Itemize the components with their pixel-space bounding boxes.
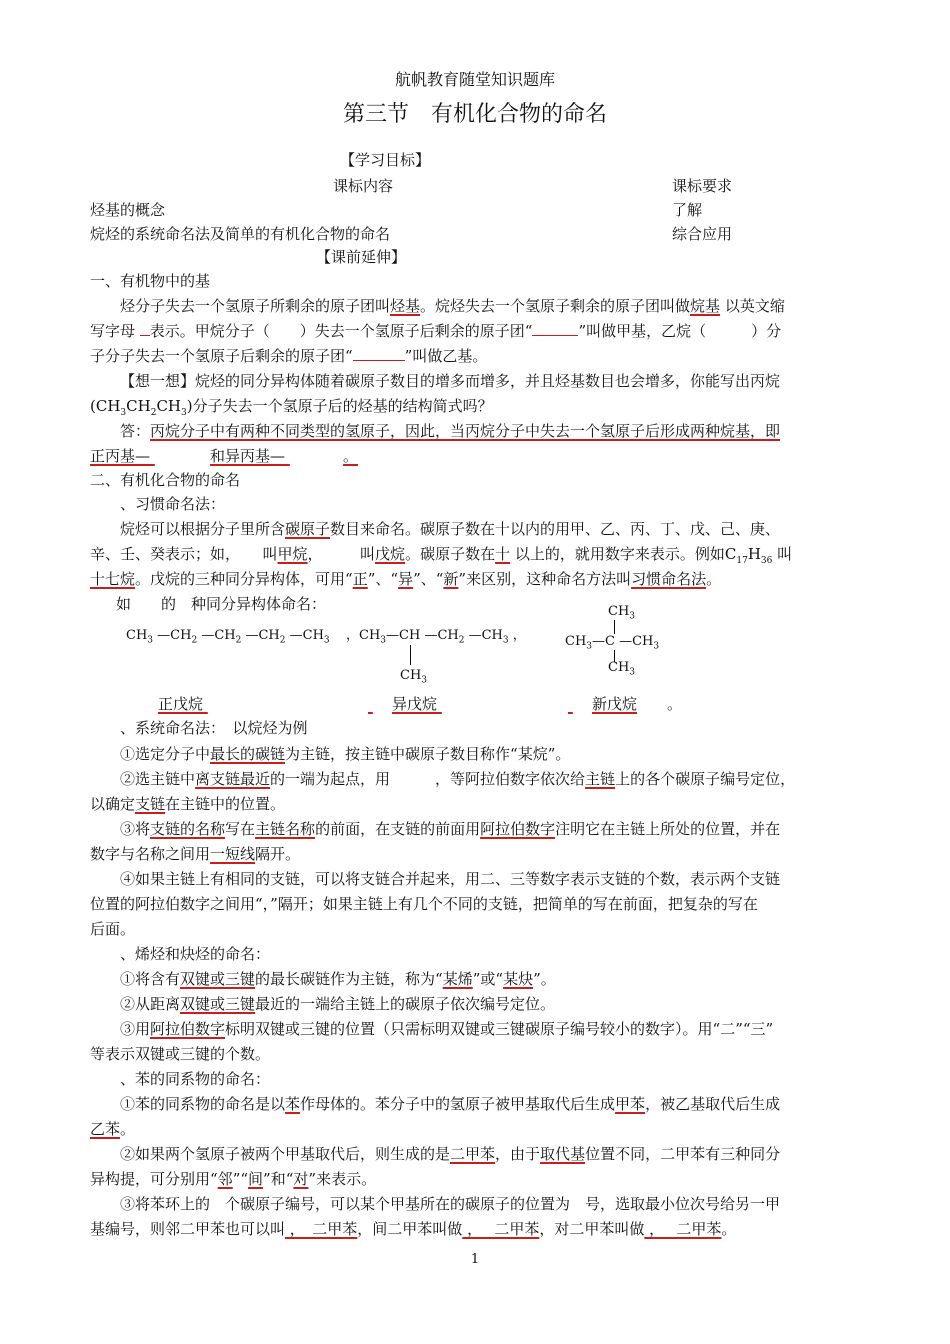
rule-line: ①将含有双键或三键的最长碳链作为主链，称为“某烯”或“某炔”。 (120, 970, 556, 988)
objectives-heading: 【学习目标】 (340, 151, 431, 169)
rule-line: ②选主链中离支链最近的一端为起点，用 ，等阿拉伯数字依次给主链上的各个碳原子编号定位， (120, 770, 796, 788)
answer-line: 正丙基— 和异丙基— 。 (90, 447, 359, 465)
paragraph-line: 烷烃可以根据分子里所含碳原子数目来命名。碳原子数在十以内的用甲、乙、丙、丁、戊、己、庚、 (120, 520, 781, 538)
publisher-header: 航帆教育随堂知识题库 (394, 70, 555, 89)
think-line: $(CH_3CH_2CH_3)$分子失去一个氢原子后的烃基的结构简式吗？ (90, 397, 493, 418)
paragraph-line: 写字母 表示。甲烷分子（ ）失去一个氢原子后剩余的原子团“ ”叫做甲基，乙烷（ ）分 (90, 322, 782, 340)
rule-line: ②从距离双键或三键最近的一端给主链上的碳原子依次编号定位。 (120, 995, 556, 1013)
objectives-col-require: 课标要求 (672, 177, 733, 195)
objective-row-content: 烷烃的系统命名法及简单的有机化合物的命名 (90, 225, 391, 243)
rule-line: ④如果主链上有相同的支链，可以将支链合并起来，用二、三等数字表示支链的个数，表示两个支链 (120, 870, 781, 888)
isomer-intro: 如 的 种同分异构体命名： (116, 595, 327, 613)
think-line: 【想一想】烷烃的同分异构体随着碳原子数目的增多而增多，并且烃基数目也会增多，你能写出丙烷 (120, 372, 781, 390)
isomer-name: 异戊烷 (392, 695, 438, 713)
rule-line: ①选定分子中最长的碳链为主链，按主链中碳原子数目称作“某烷”。 (120, 745, 571, 763)
rule-line: 等表示双键或三键的个数。 (90, 1045, 271, 1063)
subsection-heading: 、系统命名法： 以烷烃为例 (120, 719, 308, 737)
section1-heading: 一、有机物中的基 (90, 272, 211, 290)
heptadecane-formula: $C_{17}H_{36}$ (724, 545, 773, 566)
preview-heading: 【课前延伸】 (316, 248, 407, 266)
rule-line: ③将苯环上的 个碳原子编号，可以某个甲基所在的碳原子的位置为 号，选取最小位次号给另一甲 (120, 1195, 781, 1213)
rule-line: ②如果两个氢原子被两个甲基取代后，则生成的是二甲苯，由于取代基位置不同，二甲苯有三种同分 (120, 1145, 781, 1163)
subsection-heading: 、烯烃和炔烃的命名： (120, 945, 271, 963)
rule-line: 位置的阿拉伯数字之间用“，”隔开；如果主链上有几个不同的支链，把简单的写在前面，把复杂的写在 (90, 895, 758, 913)
rule-line: ③将支链的名称写在主链名称的前面，在支链的前面用阿拉伯数字注明它在主链上所处的位置，并在 (120, 820, 781, 838)
paragraph-line: 十七烷。戊烷的三种同分异构体，可用“正”、“异”、“新”来区别，这种命名方法叫习惯命名法。 (90, 570, 722, 588)
subsection-heading: 、苯的同系物的命名： (120, 1070, 271, 1088)
objective-row-require: 综合应用 (672, 225, 733, 243)
answer-line: 答：丙烷分子中有两种不同类型的氢原子，因此，当丙烷分子中失去一个氢原子后形成两种烷基，即 (120, 422, 781, 440)
rule-line: ③用阿拉伯数字标明双键或三键的位置（只需标明双键或三键碳原子编号较小的数字）。用“二”“三” (120, 1020, 774, 1038)
section2-heading: 二、有机化合物的命名 (90, 471, 241, 489)
page-number: 1 (470, 1252, 480, 1267)
propane-formula: $(CH_3CH_2CH_3)$ (90, 397, 193, 418)
document-page: 航帆教育随堂知识题库 第三节 有机化合物的命名 【学习目标】 课标内容 课标要求 烃基的概念 了解 烷烃的系统命名法及简单的有机化合物的命名 综合应用 【课前延伸】 一、有机物中的基 烃分子失去一个氢原子所剩余的原子团叫烃基。烷烃失去一个氢原子剩余的原子团叫做烷基 以英文缩 写字母 表示。甲烷分子（ ）失去一个氢原子后剩余的原子团“ ”叫做甲基，乙烷（ ）分 子分子失去一个氢原子后剩余的原子团“ ”叫做乙基。 【想一想】烷烃的同分异构体随着碳原子数目的增多而增多，并且烃基数目也会增多，你能写出丙烷 $(CH_3CH_2CH_3)$分子失去一个氢原子后的烃基的结构简式吗？ 答：丙烷分子中有两种不同类型的氢原子，因此，当丙烷分子中失去一个氢原子后形成两种烷基，即 正丙基— 和异丙基— 。 二、有机化合物的命名 、习惯命名法： 烷烃可以根据分子里所含碳原子数目来命名。碳原子数在十以内的用甲、乙、丙、丁、戊、己、庚、 辛、壬、癸表示；如， 叫甲烷， 叫戊烷。碳原子数在十 以上的，就用数字来表示。例如$C_{17}H_{36}$ 叫 十七烷。戊烷的三种同分异构体，可用“正”、“异”、“新”来区别，这种命名方法叫习惯命名法。 如 的 种同分异构体命名： $CH_3$ $—CH_2$ $—CH_2$ $—CH_2$ $—CH_3$ ，$CH_3—CH$ $—CH_2$ $—CH_3$ ， $CH_3$ $CH_3$ $CH_3—C$ $—CH_3$ $CH_3$ 正戊烷 异戊烷 新戊烷 。 、系统命名法： 以烷烃为例 ①选定分子中最长的碳链为主链，按主链中碳原子数目称作“某烷”。 ②选主链中离支链最近的一端为起点，用 ，等阿拉伯数字依次给主链上的各个碳原子编号定位， 以确定支链在主链中的位置。 ③将支链的名称写在主链名称的前面，在支链的前面用阿拉伯数字注明它在主链上所处的位置，并在 数字与名称之间用一短线隔开。 ④如果主链上有相同的支链，可以将支链合并起来，用二、三等数字表示支链的个数，表示两个支链 位置的阿拉伯数字之间用“，”隔开；如果主链上有几个不同的支链，把简单的写在前面，把复杂的写在 后面。 、烯烃和炔烃的命名： ①将含有双键或三键的最长碳链作为主链，称为“某烯”或“某炔”。 ②从距离双键或三键最近的一端给主链上的碳原子依次编号定位。 ③用阿拉伯数字标明双键或三键的位置（只需标明双键或三键碳原子编号较小的数字）。用“二”“三” 等表示双键或三键的个数。 、苯的同系物的命名： ①苯的同系物的命名是以苯作母体的。苯分子中的氢原子被甲基取代后生成甲苯，被乙基取代后生成 乙苯。 ②如果两个氢原子被两个甲基取代后，则生成的是二甲苯，由于取代基位置不同，二甲苯有三种同分 异构提，可分别用“邻”“间”和“对”来表示。 ③将苯环上的 个碳原子编号，可以某个甲基所在的碳原子的位置为 号，选取最小位次号给另一甲 基编号，则邻二甲苯也可以叫 ， 二甲苯，间二甲苯叫做 ， 二甲苯，对二甲苯叫做 ， 二甲苯。 1 (0, 0, 950, 1344)
rule-line: 基编号，则邻二甲苯也可以叫 ， 二甲苯，间二甲苯叫做 ， 二甲苯，对二甲苯叫做 ， 二甲苯。 (90, 1220, 737, 1238)
subsection-heading: 、习惯命名法： (120, 495, 226, 513)
isomer-name: 新戊烷 。 (592, 695, 683, 713)
paragraph-line: 辛、壬、癸表示；如， 叫甲烷， 叫戊烷。碳原子数在十 以上的，就用数字来表示。例如$C_{17}H_{36}$ 叫 (90, 545, 793, 566)
rule-line: 以确定支链在主链中的位置。 (90, 795, 286, 813)
objective-row-content: 烃基的概念 (90, 201, 166, 219)
rule-line: 后面。 (90, 920, 136, 938)
paragraph-line: 烃分子失去一个氢原子所剩余的原子团叫烃基。烷烃失去一个氢原子剩余的原子团叫做烷基 以英文缩 (120, 297, 785, 315)
rule-line: 乙苯。 (90, 1120, 136, 1138)
objectives-col-content: 课标内容 (333, 177, 394, 195)
paragraph-line: 子分子失去一个氢原子后剩余的原子团“ ”叫做乙基。 (90, 347, 488, 365)
page-title: 第三节 有机化合物的命名 (342, 102, 607, 127)
objective-row-require: 了解 (672, 201, 703, 219)
rule-line: 异构提，可分别用“邻”“间”和“对”来表示。 (90, 1170, 377, 1188)
rule-line: 数字与名称之间用一短线隔开。 (90, 845, 301, 863)
isomer-name: 正戊烷 (158, 695, 204, 713)
rule-line: ①苯的同系物的命名是以苯作母体的。苯分子中的氢原子被甲基取代后生成甲苯，被乙基取代后生成 (120, 1095, 781, 1113)
